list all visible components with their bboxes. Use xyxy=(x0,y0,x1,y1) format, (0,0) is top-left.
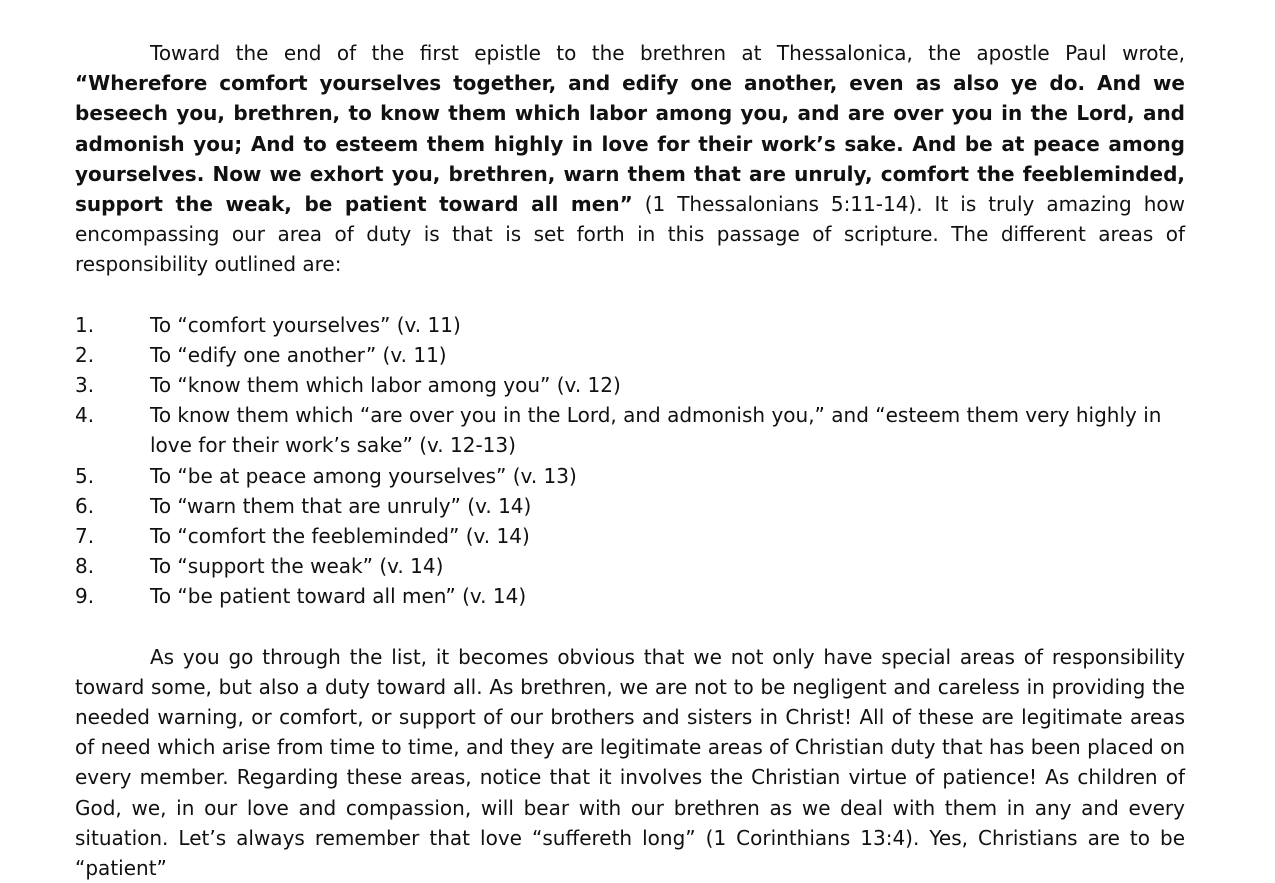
list-item-text: To “know them which labor among you” (v. 12) xyxy=(150,373,621,398)
list-item xyxy=(75,370,1185,400)
list-item-number: 8. xyxy=(75,554,95,579)
intro-lead: Toward the end of the first epistle to the brethren at Thessalonica, the apostle Paul wrote, xyxy=(150,41,1185,65)
scripture-quote: “Wherefore comfort yourselves together, and edify one another, even as also ye do. And we beseech you, brethren, to know them which labor among you, and are over you in the Lord, and admonish you; And to esteem them highly in love for their work’s sake. And be at peace among yourselves. Now we exhort you, brethren, warn them that are unruly, comfort the feebleminded, support the weak, be patient toward all men” xyxy=(75,71,1185,217)
responsibility-list xyxy=(75,310,1185,612)
list-item xyxy=(75,491,1185,521)
list-item-number: 5. xyxy=(75,463,95,488)
list-item-text: To know them which “are over you in the Lord, and admonish you,” and “esteem them very highly in love for their work’s sake” (v. 12-13) xyxy=(150,403,1162,458)
list-item xyxy=(75,310,1185,340)
list-item xyxy=(75,340,1185,370)
list-item xyxy=(75,461,1185,491)
intro-paragraph xyxy=(75,38,1185,280)
intro-tail: (1 Thessalonians 5:11-14). It is truly amazing how encompassing our area of duty is that is set forth in this passage of scripture. The different areas of responsibility outlined are: xyxy=(75,192,1185,277)
list-item-number: 9. xyxy=(75,584,95,609)
list-item-number: 7. xyxy=(75,524,95,549)
list-item-text: To “comfort the feebleminded” (v. 14) xyxy=(150,524,530,549)
list-item-text: To “edify one another” (v. 11) xyxy=(150,342,447,367)
list-item-text: To “be at peace among yourselves” (v. 13) xyxy=(150,463,577,488)
list-item-text: To “be patient toward all men” (v. 14) xyxy=(150,584,527,609)
list-item xyxy=(75,521,1185,551)
closing-paragraph: As you go through the list, it becomes obvious that we not only have special areas of responsibility toward some, but also a duty toward all. As brethren, we are not to be negligent and careless in providing the needed warning, or comfort, or support of our brothers and sisters in Christ! All of these are legitimate areas of need which arise from time to time, and they are legitimate areas of Christian duty that has been placed on every member. Regarding these areas, notice that it involves the Christian virtue of patience! As children of God, we, in our love and compassion, will bear with our brethren as we deal with them in any and every situation. Let’s always remember that love “suffereth long” (1 Corinthians 13:4). Yes, Christians are to be “patient” xyxy=(75,644,1185,881)
list-item-text: To “comfort yourselves” (v. 11) xyxy=(150,312,461,337)
list-item-number: 1. xyxy=(75,312,95,337)
list-item xyxy=(75,581,1185,611)
list-item-number: 4. xyxy=(75,403,95,428)
list-item xyxy=(75,400,1185,460)
document-page xyxy=(75,38,1185,883)
list-item xyxy=(75,551,1185,581)
list-item-text: To “support the weak” (v. 14) xyxy=(150,554,444,579)
list-item-number: 3. xyxy=(75,373,95,398)
list-item-number: 6. xyxy=(75,493,95,518)
list-item-number: 2. xyxy=(75,342,95,367)
list-item-text: To “warn them that are unruly” (v. 14) xyxy=(150,493,532,518)
